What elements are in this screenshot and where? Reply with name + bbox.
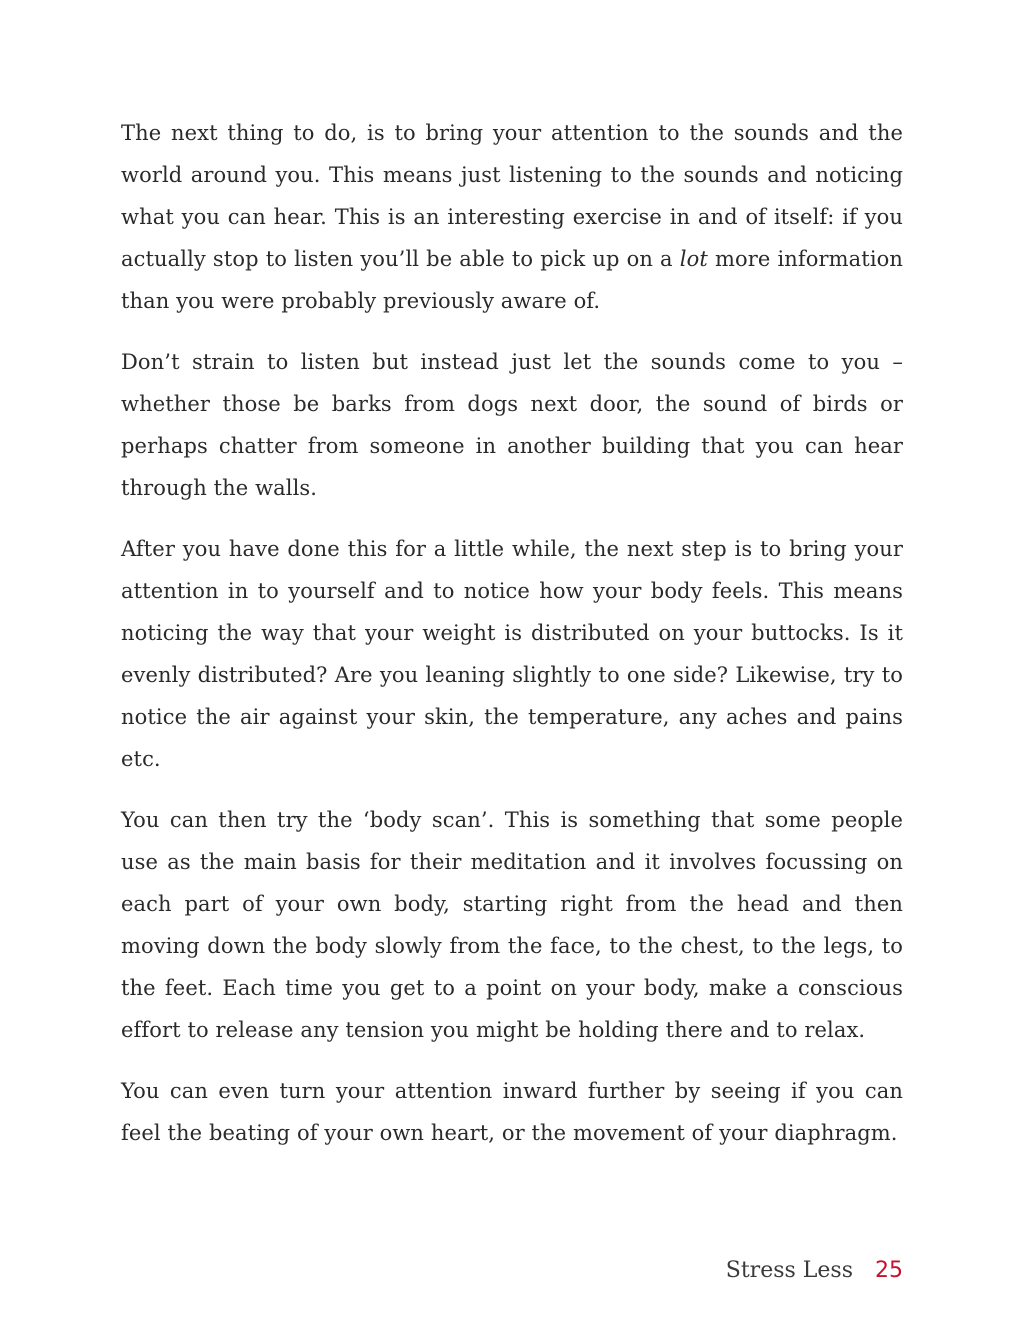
paragraph-sounds-text-start: The next thing to do, is to bring your attention to the sounds and the world around you. This means just listening to the sounds and noticing what you can hear. This is an interesting exercise in and of itself: if you actually stop to listen you’ll be able to pick up on a [121,121,903,271]
paragraph-body-feel: After you have done this for a little while, the next step is to bring your attention in to yourself and to notice how your body feels. This means noticing the way that your weight is distributed on your buttocks. Is it evenly distributed? Are you leaning slightly to one side? Likewise, try to notice the air against your skin, the temperature, any aches and pains etc. [121,537,903,771]
page-body [121,112,903,1173]
paragraph-sounds-text-end: more information than you were probably previously aware of. [121,247,904,313]
page-number: 25 [875,1258,903,1283]
book-title: Stress Less [725,1258,853,1283]
paragraph-strain: Don’t strain to listen but instead just let the sounds come to you – whether those be barks from dogs next door, the sound of birds or perhaps chatter from someone in another building that you can hear through the walls. [121,350,903,500]
paragraph-sounds-emphasis: lot [679,247,708,271]
paragraph-heartbeat: You can even turn your attention inward further by seeing if you can feel the beating of your own heart, or the movement of your diaphragm. [121,1079,903,1145]
page-footer [726,1256,903,1286]
paragraph-body-scan: You can then try the ‘body scan’. This is something that some people use as the main basis for their meditation and it involves focussing on each part of your own body, starting right from the head and then moving down the body slowly from the face, to the chest, to the legs, to the feet. Each time you get to a point on your body, make a conscious effort to release any tension you might be holding there and to relax. [121,808,903,1042]
paragraph-sounds [121,112,903,322]
